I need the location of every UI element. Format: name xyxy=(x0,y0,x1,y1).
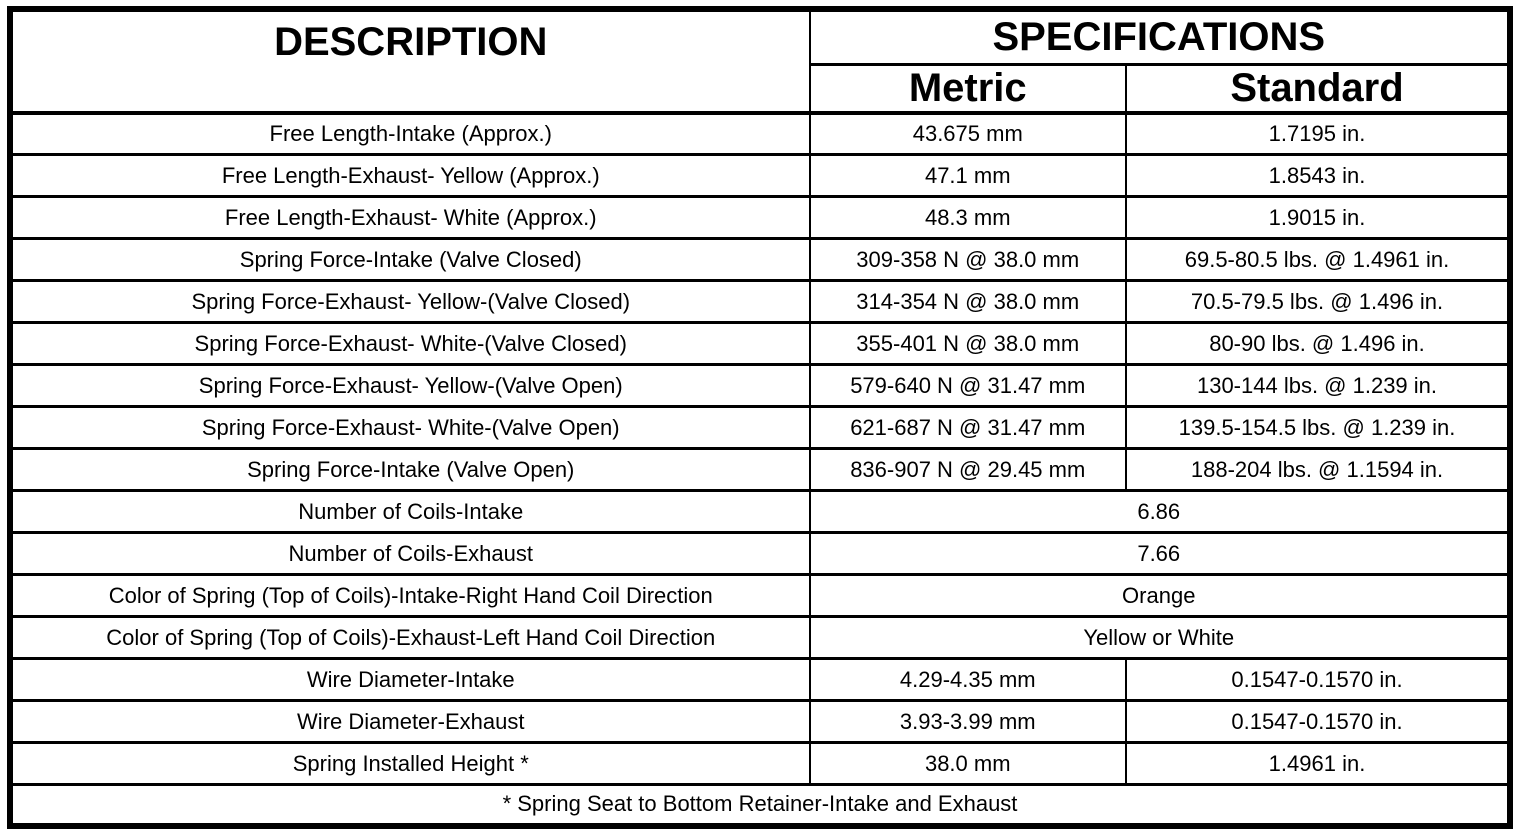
standard-cell: 1.8543 in. xyxy=(1126,155,1510,197)
metric-cell: 621-687 N @ 31.47 mm xyxy=(810,407,1127,449)
metric-cell: 4.29-4.35 mm xyxy=(810,659,1127,701)
metric-cell: 314-354 N @ 38.0 mm xyxy=(810,281,1127,323)
description-cell: Spring Force-Intake (Valve Closed) xyxy=(10,239,810,281)
metric-cell: 48.3 mm xyxy=(810,197,1127,239)
description-cell: Spring Installed Height * xyxy=(10,743,810,785)
standard-cell: 80-90 lbs. @ 1.496 in. xyxy=(1126,323,1510,365)
table-row xyxy=(10,365,1510,407)
description-cell: Spring Force-Exhaust- White-(Valve Open) xyxy=(10,407,810,449)
standard-cell: 1.4961 in. xyxy=(1126,743,1510,785)
column-header-metric: Metric xyxy=(810,64,1127,113)
table-row xyxy=(10,155,1510,197)
valve-spring-specifications-table xyxy=(7,6,1513,829)
description-cell: Color of Spring (Top of Coils)-Intake-Right Hand Coil Direction xyxy=(10,575,810,617)
standard-cell: 130-144 lbs. @ 1.239 in. xyxy=(1126,365,1510,407)
description-cell: Wire Diameter-Exhaust xyxy=(10,701,810,743)
standard-cell: 69.5-80.5 lbs. @ 1.4961 in. xyxy=(1126,239,1510,281)
table-row xyxy=(10,659,1510,701)
description-cell: Spring Force-Exhaust- Yellow-(Valve Open) xyxy=(10,365,810,407)
table-row xyxy=(10,113,1510,155)
standard-cell: 1.9015 in. xyxy=(1126,197,1510,239)
table-row xyxy=(10,449,1510,491)
spanned-value-cell: Yellow or White xyxy=(810,617,1511,659)
description-cell: Spring Force-Exhaust- Yellow-(Valve Closed) xyxy=(10,281,810,323)
footnote-cell: * Spring Seat to Bottom Retainer-Intake and Exhaust xyxy=(10,785,1510,826)
description-cell: Wire Diameter-Intake xyxy=(10,659,810,701)
table-row xyxy=(10,533,1510,575)
table-row xyxy=(10,701,1510,743)
table-row xyxy=(10,575,1510,617)
metric-cell: 309-358 N @ 38.0 mm xyxy=(810,239,1127,281)
column-header-specifications: SPECIFICATIONS xyxy=(810,9,1511,64)
column-header-standard: Standard xyxy=(1126,64,1510,113)
description-cell: Spring Force-Exhaust- White-(Valve Closed) xyxy=(10,323,810,365)
description-cell: Free Length-Intake (Approx.) xyxy=(10,113,810,155)
metric-cell: 579-640 N @ 31.47 mm xyxy=(810,365,1127,407)
description-cell: Color of Spring (Top of Coils)-Exhaust-Left Hand Coil Direction xyxy=(10,617,810,659)
header-row-1 xyxy=(10,9,1510,64)
table-row xyxy=(10,197,1510,239)
table-row xyxy=(10,617,1510,659)
spanned-value-cell: Orange xyxy=(810,575,1511,617)
footnote-row xyxy=(10,785,1510,826)
metric-cell: 355-401 N @ 38.0 mm xyxy=(810,323,1127,365)
standard-cell: 1.7195 in. xyxy=(1126,113,1510,155)
standard-cell: 0.1547-0.1570 in. xyxy=(1126,659,1510,701)
table-row xyxy=(10,323,1510,365)
spanned-value-cell: 7.66 xyxy=(810,533,1511,575)
table-row xyxy=(10,491,1510,533)
description-cell: Number of Coils-Exhaust xyxy=(10,533,810,575)
description-cell: Free Length-Exhaust- Yellow (Approx.) xyxy=(10,155,810,197)
metric-cell: 43.675 mm xyxy=(810,113,1127,155)
description-cell: Spring Force-Intake (Valve Open) xyxy=(10,449,810,491)
standard-cell: 188-204 lbs. @ 1.1594 in. xyxy=(1126,449,1510,491)
table-row xyxy=(10,743,1510,785)
table-row xyxy=(10,239,1510,281)
column-header-description: DESCRIPTION xyxy=(10,9,810,113)
standard-cell: 70.5-79.5 lbs. @ 1.496 in. xyxy=(1126,281,1510,323)
metric-cell: 3.93-3.99 mm xyxy=(810,701,1127,743)
metric-cell: 47.1 mm xyxy=(810,155,1127,197)
table-row xyxy=(10,281,1510,323)
metric-cell: 38.0 mm xyxy=(810,743,1127,785)
standard-cell: 0.1547-0.1570 in. xyxy=(1126,701,1510,743)
spanned-value-cell: 6.86 xyxy=(810,491,1511,533)
table-row xyxy=(10,407,1510,449)
description-cell: Number of Coils-Intake xyxy=(10,491,810,533)
metric-cell: 836-907 N @ 29.45 mm xyxy=(810,449,1127,491)
description-cell: Free Length-Exhaust- White (Approx.) xyxy=(10,197,810,239)
standard-cell: 139.5-154.5 lbs. @ 1.239 in. xyxy=(1126,407,1510,449)
